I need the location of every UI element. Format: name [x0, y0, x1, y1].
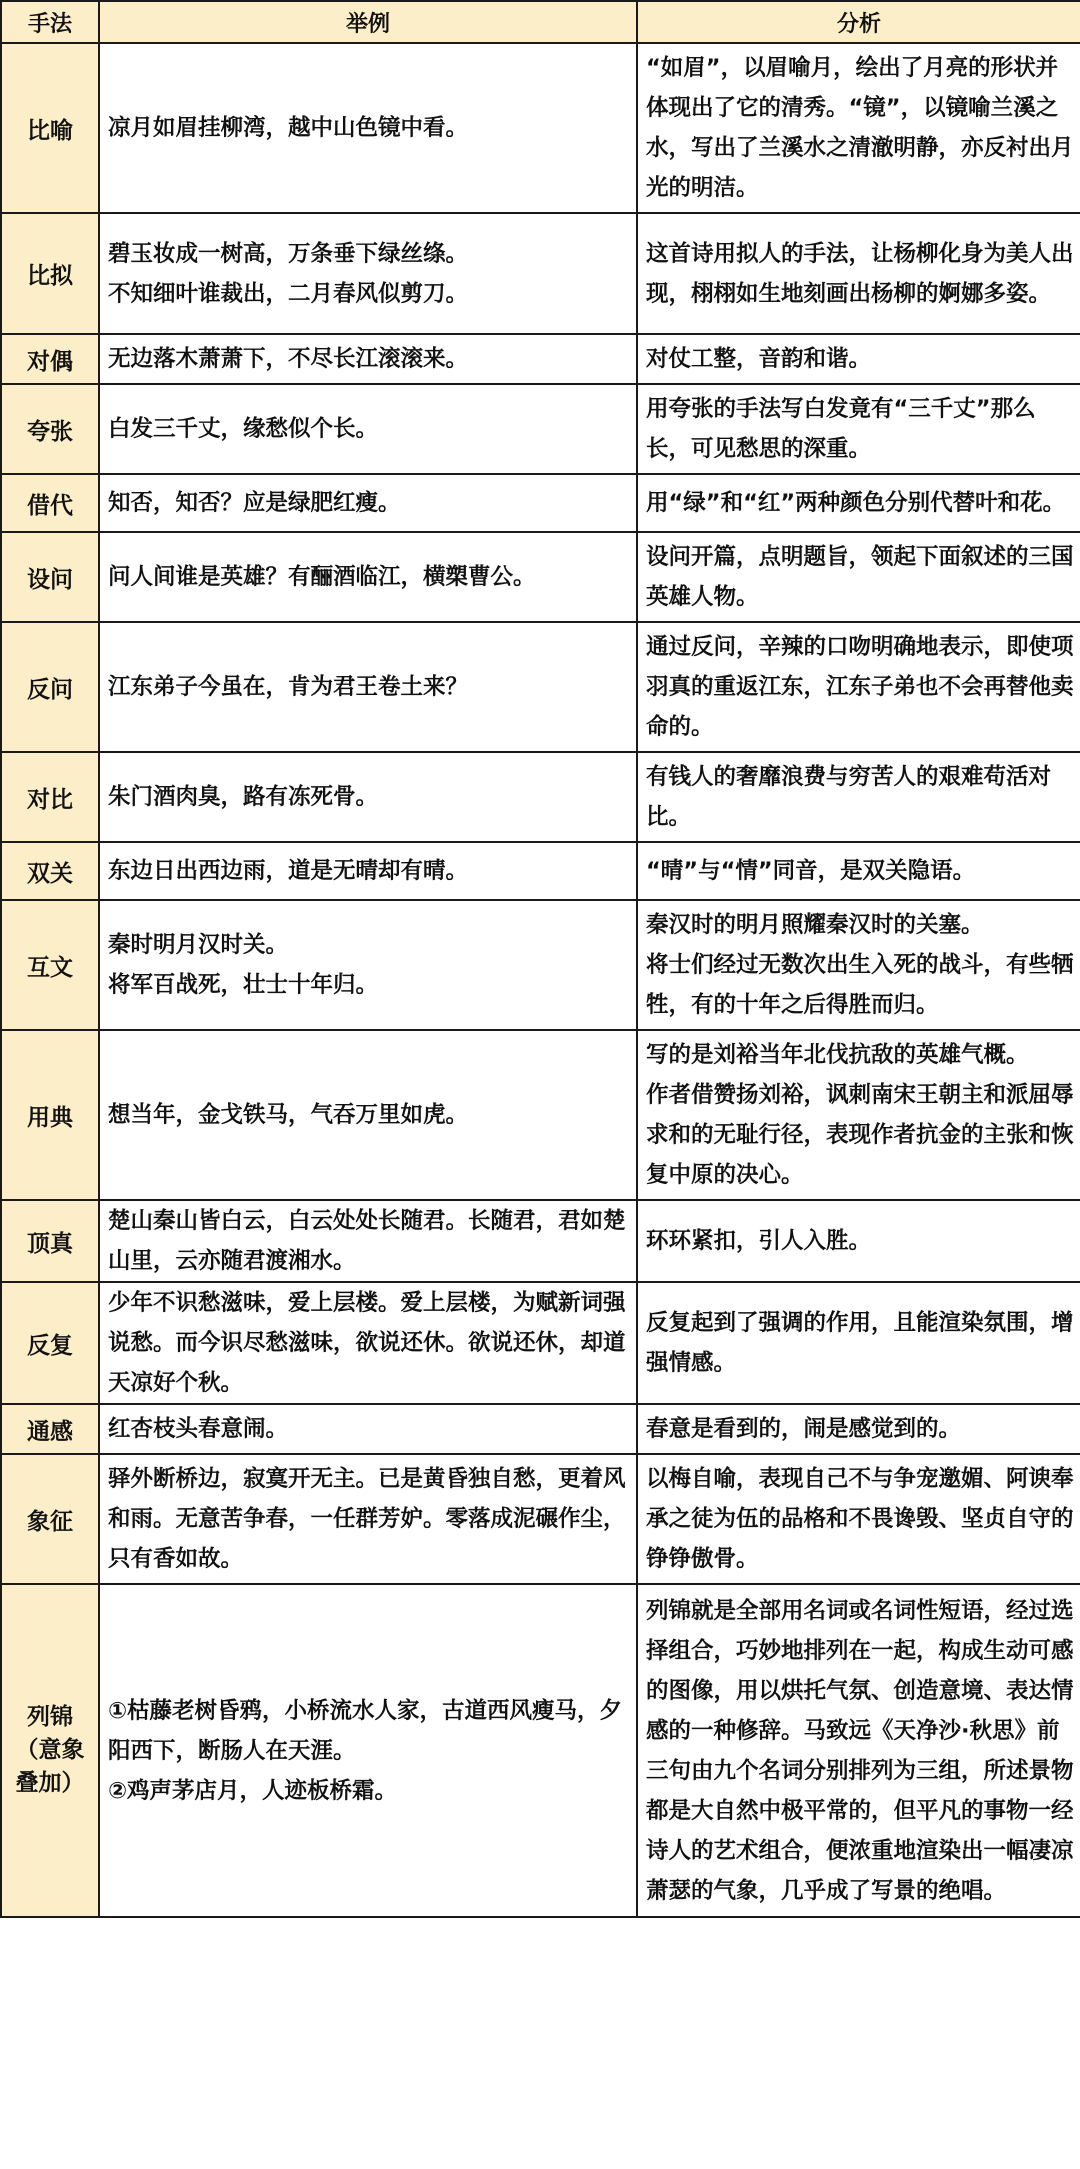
example-cell — [99, 334, 637, 384]
analysis-text: 写的是刘裕当年北伐抗敌的英雄气概。 — [646, 1042, 1029, 1068]
technique-label: 双关 — [27, 860, 73, 887]
technique-label: 用典 — [27, 1104, 73, 1131]
analysis-text: 反复起到了强调的作用，且能渲染氛围，增强情感。 — [646, 1310, 1074, 1376]
technique-label: 叠加） — [15, 1770, 85, 1796]
table-row — [1, 1404, 1080, 1454]
technique-cell — [1, 1200, 99, 1282]
example-text: 不知细叶谁裁出，二月春风似剪刀。 — [108, 280, 469, 307]
example-text: 无边落木萧萧下，不尽长江滚滚来。 — [108, 346, 469, 372]
example-text: 驿外断桥边，寂寞开无主。已是黄昏独自愁，更着风和雨。无意苦争春，一任群芳妒。零落成泥碾作尘，只有香如故。 — [108, 1466, 626, 1572]
technique-cell — [1, 213, 99, 334]
table-row — [1, 384, 1080, 474]
example-cell — [99, 900, 637, 1030]
analysis-cell — [637, 213, 1080, 334]
technique-label: 象征 — [27, 1508, 73, 1535]
example-cell — [99, 1282, 637, 1404]
technique-label: 夸张 — [27, 418, 73, 445]
header-example: 举例 — [99, 1, 637, 43]
analysis-text: 用“绿”和“红”两种颜色分别代替叶和花。 — [646, 490, 1066, 516]
technique-label: 顶真 — [27, 1230, 73, 1257]
analysis-text: 有钱人的奢靡浪费与穷苦人的艰难苟活对比。 — [646, 764, 1052, 830]
example-cell — [99, 622, 637, 752]
table-row — [1, 532, 1080, 622]
analysis-text: “如眉”，以眉喻月，绘出了月亮的形状并体现出了它的清秀。“镜”，以镜喻兰溪之水，写出了兰溪水之清澈明静，亦反衬出月光的明洁。 — [646, 55, 1074, 201]
table-row — [1, 43, 1080, 213]
header-technique: 手法 — [1, 1, 99, 43]
example-text: 知否，知否？应是绿肥红瘦。 — [108, 490, 401, 516]
technique-cell — [1, 532, 99, 622]
example-cell — [99, 43, 637, 213]
example-cell — [99, 532, 637, 622]
analysis-cell — [637, 1200, 1080, 1282]
technique-cell — [1, 900, 99, 1030]
technique-label: 列锦 — [27, 1704, 73, 1730]
analysis-text: 将士们经过无数次出生入死的战斗，有些牺牲，有的十年之后得胜而归。 — [646, 952, 1074, 1018]
example-cell — [99, 474, 637, 532]
example-text: 少年不识愁滋味，爱上层楼。爱上层楼，为赋新词强说愁。而今识尽愁滋味，欲说还休。欲说还休，却道天凉好个秋。 — [108, 1290, 626, 1396]
analysis-cell — [637, 842, 1080, 900]
example-text: 红杏枝头春意闹。 — [108, 1416, 289, 1442]
analysis-text: 用夸张的手法写白发竟有“三千丈”那么长，可见愁思的深重。 — [646, 396, 1036, 462]
example-text: 白发三千丈，缘愁似个长。 — [108, 416, 379, 442]
table-row — [1, 752, 1080, 842]
analysis-cell — [637, 334, 1080, 384]
technique-cell — [1, 474, 99, 532]
example-cell — [99, 842, 637, 900]
technique-label: 反问 — [27, 676, 73, 703]
example-text: 碧玉妆成一树高，万条垂下绿丝绦。 — [108, 240, 469, 267]
example-text: 朱门酒肉臭，路有冻死骨。 — [108, 784, 379, 810]
table-row — [1, 334, 1080, 384]
technique-label: 比拟 — [27, 263, 73, 289]
table-row — [1, 213, 1080, 334]
example-cell — [99, 1404, 637, 1454]
analysis-text: 环环紧扣，引人入胜。 — [646, 1228, 872, 1254]
technique-cell — [1, 384, 99, 474]
analysis-text: 作者借赞扬刘裕，讽刺南宋王朝主和派屈辱求和的无耻行径，表现作者抗金的主张和恢复中原的决心。 — [646, 1082, 1074, 1188]
table-row — [1, 900, 1080, 1030]
technique-cell — [1, 1584, 99, 1917]
analysis-cell — [637, 1030, 1080, 1200]
technique-label: 通感 — [27, 1418, 73, 1445]
technique-cell — [1, 622, 99, 752]
technique-cell — [1, 1030, 99, 1200]
technique-label: （意象 — [15, 1737, 85, 1763]
analysis-cell — [637, 384, 1080, 474]
header-analysis: 分析 — [637, 1, 1080, 43]
technique-cell — [1, 1404, 99, 1454]
analysis-text: 春意是看到的，闹是感觉到的。 — [646, 1416, 962, 1442]
table-row — [1, 1584, 1080, 1917]
analysis-cell — [637, 532, 1080, 622]
analysis-cell — [637, 1584, 1080, 1917]
technique-label: 反复 — [27, 1332, 73, 1359]
analysis-text: 列锦就是全部用名词或名词性短语，经过选择组合，巧妙地排列在一起，构成生动可感的图像，用以烘托气氛、创造意境、表达情感的一种修辞。马致远《天净沙·秋思》前三句由九个名词分别排列为三组，所述景物都是大自然中极平常的，但平凡的事物一经诗人的艺术组合，便浓重地渲染出一幅凄凉萧瑟的气象，几乎成了写景的绝唱。 — [646, 1597, 1074, 1904]
technique-label: 对偶 — [27, 348, 73, 375]
example-text: 江东弟子今虽在，肯为君王卷土来？ — [108, 674, 469, 700]
table-row — [1, 622, 1080, 752]
example-text: 问人间谁是英雄？有酾酒临江，横槊曹公。 — [108, 564, 536, 590]
example-cell — [99, 1454, 637, 1584]
analysis-cell — [637, 1454, 1080, 1584]
analysis-text: 对仗工整，音韵和谐。 — [646, 346, 872, 372]
table-row — [1, 842, 1080, 900]
technique-cell — [1, 43, 99, 213]
technique-label: 设问 — [27, 566, 73, 593]
analysis-cell — [637, 1404, 1080, 1454]
example-text: 秦时明月汉时关。 — [108, 932, 289, 958]
analysis-cell — [637, 752, 1080, 842]
analysis-text: 这首诗用拟人的手法，让杨柳化身为美人出现，栩栩如生地刻画出杨柳的婀娜多姿。 — [646, 240, 1074, 307]
header-row — [1, 1, 1080, 43]
analysis-text: 秦汉时的明月照耀秦汉时的关塞。 — [646, 912, 984, 938]
table-row — [1, 474, 1080, 532]
analysis-cell — [637, 474, 1080, 532]
example-text: ②鸡声茅店月，人迹板桥霜。 — [108, 1777, 398, 1804]
analysis-cell — [637, 900, 1080, 1030]
technique-cell — [1, 334, 99, 384]
analysis-cell — [637, 43, 1080, 213]
example-cell — [99, 1584, 637, 1917]
analysis-cell — [637, 1282, 1080, 1404]
technique-cell — [1, 842, 99, 900]
table-row — [1, 1030, 1080, 1200]
example-cell — [99, 1200, 637, 1282]
technique-label: 比喻 — [27, 117, 73, 144]
technique-cell — [1, 1454, 99, 1584]
table-row — [1, 1282, 1080, 1404]
example-cell — [99, 1030, 637, 1200]
example-text: 想当年，金戈铁马，气吞万里如虎。 — [108, 1102, 469, 1128]
technique-cell — [1, 1282, 99, 1404]
table-row — [1, 1454, 1080, 1584]
technique-cell — [1, 752, 99, 842]
example-text: 东边日出西边雨，道是无晴却有晴。 — [108, 858, 469, 884]
technique-label: 互文 — [27, 954, 73, 981]
example-cell — [99, 384, 637, 474]
analysis-text: 通过反问，辛辣的口吻明确地表示，即使项羽真的重返江东，江东子弟也不会再替他卖命的。 — [646, 634, 1074, 740]
example-text: 将军百战死，壮士十年归。 — [108, 972, 379, 998]
example-text: 楚山秦山皆白云，白云处处长随君。长随君，君如楚山里，云亦随君渡湘水。 — [108, 1208, 626, 1274]
analysis-text: “晴”与“情”同音，是双关隐语。 — [646, 858, 976, 884]
example-cell — [99, 213, 637, 334]
analysis-cell — [637, 622, 1080, 752]
example-text: ①枯藤老树昏鸦，小桥流水人家，古道西风瘦马，夕阳西下，断肠人在天涯。 — [108, 1697, 623, 1764]
technique-label: 借代 — [27, 492, 73, 519]
technique-label: 对比 — [27, 786, 73, 813]
example-text: 凉月如眉挂柳湾，越中山色镜中看。 — [108, 115, 469, 141]
example-cell — [99, 752, 637, 842]
analysis-text: 以梅自喻，表现自己不与争宠邀媚、阿谀奉承之徒为伍的品格和不畏谗毁、坚贞自守的铮铮傲骨。 — [646, 1466, 1074, 1572]
analysis-text: 设问开篇，点明题旨，领起下面叙述的三国英雄人物。 — [646, 544, 1074, 610]
table-row — [1, 1200, 1080, 1282]
